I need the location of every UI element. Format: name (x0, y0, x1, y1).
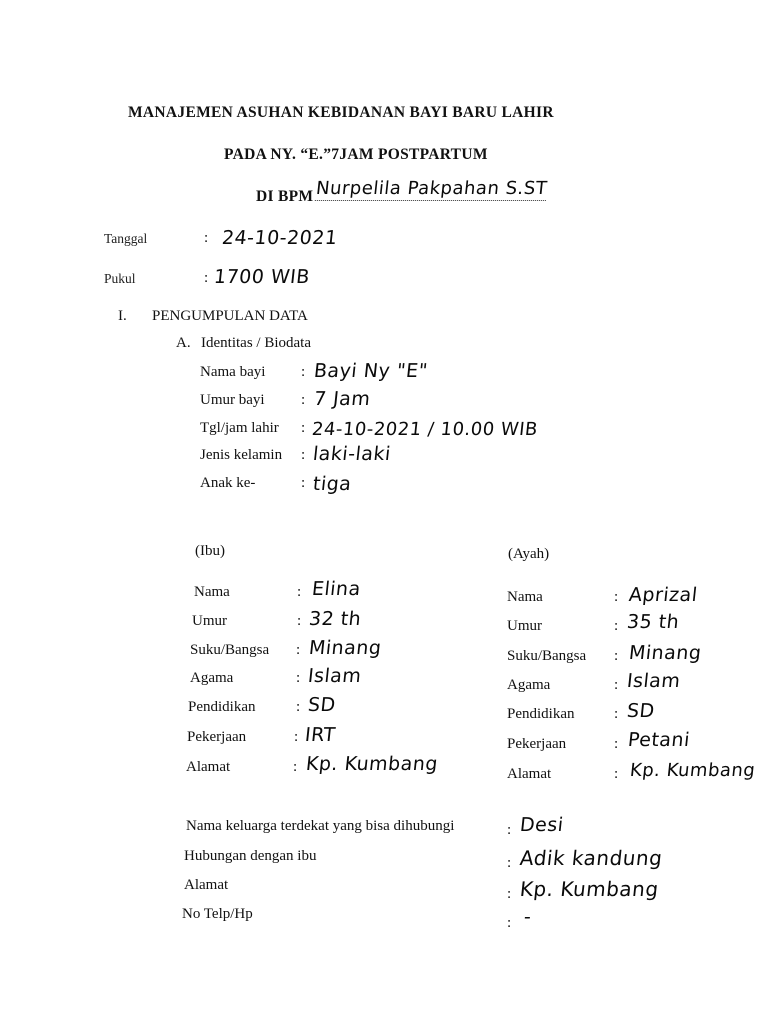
ibu-pekerjaan-label: Pekerjaan (187, 729, 247, 745)
keluarga-telp-colon: : (507, 915, 512, 931)
ayah-pekerjaan-value: Petani (626, 729, 692, 751)
section-title: PENGUMPULAN DATA (152, 308, 308, 324)
ibu-suku-label: Suku/Bangsa (190, 642, 270, 658)
ayah-alamat-colon: : (614, 766, 619, 782)
pukul-value: 1700 WIB (212, 266, 311, 288)
keluarga-hubungan-value: Adik kandung (518, 846, 664, 870)
bayi-anak-label: Anak ke- (200, 475, 256, 491)
ibu-alamat-label: Alamat (186, 759, 231, 775)
keluarga-alamat-colon: : (507, 886, 512, 902)
ayah-pekerjaan-colon: : (614, 736, 619, 752)
keluarga-nama-colon: : (507, 822, 512, 838)
tanggal-value: 24-10-2021 (220, 227, 339, 249)
ayah-umur-label: Umur (507, 618, 542, 634)
location-prefix: DI BPM (256, 188, 314, 205)
ayah-nama-value: Aprizal (627, 584, 699, 606)
ibu-nama-label: Nama (194, 584, 230, 600)
ibu-umur-label: Umur (192, 613, 227, 629)
bayi-jk-label: Jenis kelamin (200, 447, 283, 463)
ibu-pendidikan-value: SD (306, 694, 337, 716)
ibu-alamat-value: Kp. Kumbang (304, 753, 440, 775)
ibu-suku-colon: : (296, 642, 301, 658)
ayah-agama-colon: : (614, 677, 619, 693)
ibu-heading: (Ibu) (195, 543, 225, 559)
ayah-umur-colon: : (614, 618, 619, 634)
ibu-alamat-colon: : (293, 759, 298, 775)
bayi-nama-label: Nama bayi (200, 364, 266, 380)
keluarga-telp-value: - (522, 906, 533, 928)
bayi-tgl-colon: : (301, 420, 306, 436)
ibu-pendidikan-label: Pendidikan (188, 699, 256, 715)
keluarga-hubungan-colon: : (507, 855, 512, 871)
bayi-tgl-value: 24-10-2021 / 10.00 WIB (310, 419, 539, 440)
ayah-suku-value: Minang (627, 642, 703, 664)
ayah-agama-label: Agama (507, 677, 551, 693)
bayi-jk-colon: : (301, 447, 306, 463)
location-handwritten: Nurpelila Pakpahan S.ST (315, 178, 549, 199)
bayi-anak-colon: : (301, 475, 306, 491)
section-number: I. (118, 308, 127, 324)
subsection-letter: A. (176, 335, 191, 351)
ayah-pendidikan-label: Pendidikan (507, 706, 575, 722)
ayah-nama-label: Nama (507, 589, 543, 605)
bayi-anak-value: tiga (311, 473, 353, 495)
bayi-jk-value: laki-laki (311, 443, 392, 465)
ibu-pendidikan-colon: : (296, 699, 301, 715)
pukul-colon: : (204, 270, 209, 286)
ibu-suku-value: Minang (307, 637, 383, 659)
ibu-umur-value: 32 th (307, 608, 363, 630)
keluarga-hubungan-label: Hubungan dengan ibu (184, 848, 317, 864)
ayah-suku-label: Suku/Bangsa (507, 648, 587, 664)
ayah-alamat-label: Alamat (507, 766, 552, 782)
ayah-agama-value: Islam (625, 670, 682, 692)
ibu-agama-label: Agama (190, 670, 234, 686)
bayi-nama-value: Bayi Ny "E" (312, 360, 429, 382)
ayah-nama-colon: : (614, 589, 619, 605)
ayah-pendidikan-value: SD (625, 700, 656, 722)
ibu-nama-colon: : (297, 584, 302, 600)
ayah-pekerjaan-label: Pekerjaan (507, 736, 567, 752)
keluarga-nama-label: Nama keluarga terdekat yang bisa dihubungi (186, 818, 455, 834)
ayah-pendidikan-colon: : (614, 706, 619, 722)
ibu-agama-colon: : (296, 670, 301, 686)
pukul-label: Pukul (104, 271, 136, 286)
tanggal-colon: : (204, 230, 209, 246)
ibu-umur-colon: : (297, 613, 302, 629)
bayi-umur-colon: : (301, 392, 306, 408)
ayah-suku-colon: : (614, 648, 619, 664)
keluarga-alamat-label: Alamat (184, 877, 229, 893)
keluarga-nama-value: Desi (518, 814, 565, 836)
keluarga-alamat-value: Kp. Kumbang (518, 877, 660, 901)
keluarga-telp-label: No Telp/Hp (182, 906, 253, 922)
ayah-umur-value: 35 th (625, 611, 681, 633)
tanggal-label: Tanggal (104, 231, 148, 246)
ibu-pekerjaan-colon: : (294, 729, 299, 745)
ibu-agama-value: Islam (306, 665, 363, 687)
bayi-nama-colon: : (301, 364, 306, 380)
bayi-umur-label: Umur bayi (200, 392, 265, 408)
bayi-tgl-label: Tgl/jam lahir (200, 420, 279, 436)
bayi-umur-value: 7 Jam (312, 388, 372, 410)
ayah-heading: (Ayah) (508, 546, 550, 562)
ibu-nama-value: Elina (310, 578, 362, 600)
ibu-pekerjaan-value: IRT (303, 724, 337, 746)
ayah-alamat-value: Kp. Kumbang (628, 760, 757, 781)
document-subtitle: PADA NY. “E.”7JAM POSTPARTUM (224, 146, 488, 163)
subsection-title: Identitas / Biodata (201, 335, 311, 351)
document-title: MANAJEMEN ASUHAN KEBIDANAN BAYI BARU LAHIR (128, 104, 554, 121)
